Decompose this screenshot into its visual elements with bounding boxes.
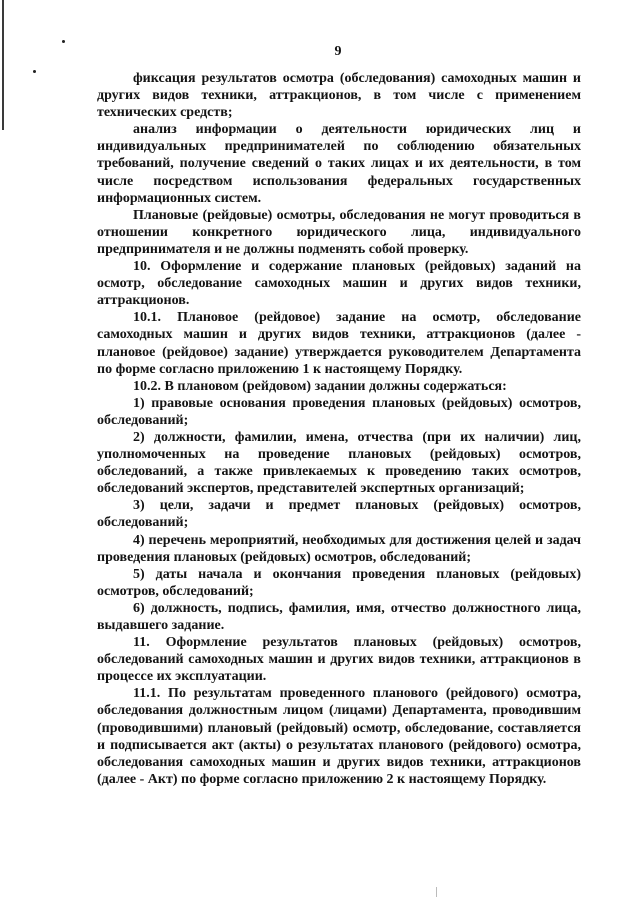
scan-speck [33,70,36,73]
section-11-heading: 11. Оформление результатов плановых (рейдовых) осмотров, обследований самоходных машин и других видов техники, аттракционов в процессе их эксплуатации. [97,635,581,685]
paragraph-restriction: Плановые (рейдовые) осмотры, обследования не могут проводиться в отношении конкретного юридического лица, индивидуального предпринимателя и не должны подменять собой проверку. [97,207,581,257]
scan-edge-line [2,0,4,130]
list-item-3: 3) цели, задачи и предмет плановых (рейдовых) осмотров, обследований; [97,498,581,531]
scan-speck [436,887,437,897]
section-10-1: 10.1. Плановое (рейдовое) задание на осмотр, обследование самоходных машин и других видов техники, аттракционов (далее - плановое (рейдовое) задание) утверждается руководителем Департамента по форме согласно приложению 1 к настоящему Порядку. [97,310,581,377]
scan-speck [62,40,65,43]
list-item-6: 6) должность, подпись, фамилия, имя, отчество должностного лица, выдавшего задание. [97,600,581,633]
page-number: 9 [334,44,342,59]
section-10-heading: 10. Оформление и содержание плановых (рейдовых) заданий на осмотр, обследование самоходных машин и других видов техники, аттракционов. [97,259,581,309]
document-body [97,70,581,788]
section-10-2: 10.2. В плановом (рейдовом) задании должны содержаться: [133,378,507,394]
section-11-1: 11.1. По результатам проведенного планового (рейдового) осмотра, обследования должностным лицом (лицами) Департамента, проводившим (проводившими) плановый (рейдовый) осмотр, обследование, составляется и подписывается акт (акты) о результатах планового (рейдового) осмотра, обследования самоходных машин и других видов техники, аттракционов (далее - Акт) по форме согласно приложению 2 к настоящему Порядку. [97,686,581,787]
paragraph-analysis: анализ информации о деятельности юридических лиц и индивидуальных предпринимателей по соблюдению обязательных требований, получение сведений о таких лицах и их деятельности, в том числе посредством использования федеральных государственных информационных систем. [97,122,581,206]
list-item-5: 5) даты начала и окончания проведения плановых (рейдовых) осмотров, обследований; [97,566,581,599]
list-item-1: 1) правовые основания проведения плановых (рейдовых) осмотров, обследований; [97,395,581,428]
paragraph-fixation: фиксация результатов осмотра (обследования) самоходных машин и других видов техники, аттракционов, в том числе с применением технических средств; [97,71,581,121]
list-item-4: 4) перечень мероприятий, необходимых для достижения целей и задач проведения плановых (рейдовых) осмотров, обследований; [97,532,581,565]
list-item-2: 2) должности, фамилии, имена, отчества (при их наличии) лиц, уполномоченных на проведение плановых (рейдовых) осмотров, обследований, а также привлекаемых к проведению таких осмотров, обследований экспертов, представителей экспертных организаций; [97,429,581,497]
